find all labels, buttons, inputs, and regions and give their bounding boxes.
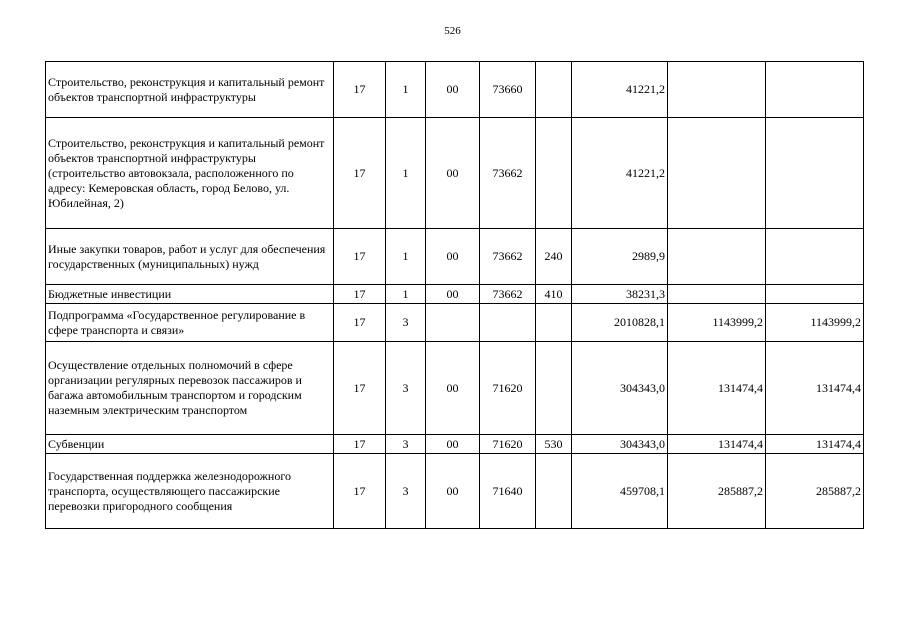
sum3-cell <box>766 62 864 118</box>
expense-type-cell <box>536 304 572 342</box>
row-name: Государственная поддержка железнодорожного транспорта, осуществляющего пассажирские перевозки пригородного сообщения <box>46 454 334 529</box>
sum3-cell <box>766 285 864 304</box>
sum3-cell <box>766 229 864 285</box>
row-name: Строительство, реконструкция и капитальный ремонт объектов транспортной инфраструктуры (строительство автовокзала, расположенного по адресу: Кемеровская область, город Белово, ул. Юбилейная, 2) <box>46 118 334 229</box>
expense-type-cell <box>536 62 572 118</box>
sum3-cell: 131474,4 <box>766 435 864 454</box>
sum2-cell: 1143999,2 <box>668 304 766 342</box>
expense-type-cell: 410 <box>536 285 572 304</box>
target-cell: 71620 <box>480 435 536 454</box>
table-row <box>46 304 864 342</box>
sum2-cell <box>668 118 766 229</box>
row-name: Иные закупки товаров, работ и услуг для обеспечения государственных (муниципальных) нужд <box>46 229 334 285</box>
row-name: Подпрограмма «Государственное регулирование в сфере транспорта и связи» <box>46 304 334 342</box>
target-cell <box>480 304 536 342</box>
sum1-cell: 304343,0 <box>572 435 668 454</box>
section-cell: 17 <box>334 285 386 304</box>
row-name: Бюджетные инвестиции <box>46 285 334 304</box>
page-number: 526 <box>444 25 461 37</box>
program-cell: 00 <box>426 285 480 304</box>
subsection-cell: 3 <box>386 304 426 342</box>
table-row <box>46 229 864 285</box>
program-cell <box>426 304 480 342</box>
sum2-cell <box>668 229 766 285</box>
section-cell: 17 <box>334 118 386 229</box>
sum1-cell: 41221,2 <box>572 118 668 229</box>
subsection-cell: 3 <box>386 342 426 435</box>
target-cell: 73662 <box>480 229 536 285</box>
table-row <box>46 62 864 118</box>
sum1-cell: 459708,1 <box>572 454 668 529</box>
subsection-cell: 3 <box>386 435 426 454</box>
section-cell: 17 <box>334 342 386 435</box>
program-cell: 00 <box>426 454 480 529</box>
sum2-cell: 285887,2 <box>668 454 766 529</box>
sum1-cell: 304343,0 <box>572 342 668 435</box>
expense-type-cell <box>536 342 572 435</box>
sum2-cell <box>668 62 766 118</box>
sum1-cell: 2010828,1 <box>572 304 668 342</box>
subsection-cell: 1 <box>386 285 426 304</box>
target-cell: 73660 <box>480 62 536 118</box>
expense-type-cell: 240 <box>536 229 572 285</box>
section-cell: 17 <box>334 62 386 118</box>
target-cell: 71640 <box>480 454 536 529</box>
program-cell: 00 <box>426 118 480 229</box>
table-row <box>46 342 864 435</box>
sum1-cell: 41221,2 <box>572 62 668 118</box>
expense-type-cell <box>536 454 572 529</box>
section-cell: 17 <box>334 454 386 529</box>
subsection-cell: 1 <box>386 118 426 229</box>
sum3-cell: 1143999,2 <box>766 304 864 342</box>
sum1-cell: 2989,9 <box>572 229 668 285</box>
table-row <box>46 285 864 304</box>
sum2-cell: 131474,4 <box>668 342 766 435</box>
expense-type-cell: 530 <box>536 435 572 454</box>
program-cell: 00 <box>426 62 480 118</box>
section-cell: 17 <box>334 229 386 285</box>
program-cell: 00 <box>426 229 480 285</box>
sum3-cell: 131474,4 <box>766 342 864 435</box>
subsection-cell: 3 <box>386 454 426 529</box>
section-cell: 17 <box>334 304 386 342</box>
table-row <box>46 118 864 229</box>
sum1-cell: 38231,3 <box>572 285 668 304</box>
subsection-cell: 1 <box>386 229 426 285</box>
sum2-cell: 131474,4 <box>668 435 766 454</box>
target-cell: 71620 <box>480 342 536 435</box>
sum2-cell <box>668 285 766 304</box>
expense-type-cell <box>536 118 572 229</box>
program-cell: 00 <box>426 342 480 435</box>
table-row <box>46 454 864 529</box>
budget-table <box>45 61 864 529</box>
program-cell: 00 <box>426 435 480 454</box>
row-name: Строительство, реконструкция и капитальный ремонт объектов транспортной инфраструктуры <box>46 62 334 118</box>
table-row <box>46 435 864 454</box>
target-cell: 73662 <box>480 118 536 229</box>
sum3-cell <box>766 118 864 229</box>
row-name: Осуществление отдельных полномочий в сфере организации регулярных перевозок пассажиров и багажа автомобильным транспортом и городским наземным электрическим транспортом <box>46 342 334 435</box>
subsection-cell: 1 <box>386 62 426 118</box>
row-name: Субвенции <box>46 435 334 454</box>
sum3-cell: 285887,2 <box>766 454 864 529</box>
target-cell: 73662 <box>480 285 536 304</box>
section-cell: 17 <box>334 435 386 454</box>
